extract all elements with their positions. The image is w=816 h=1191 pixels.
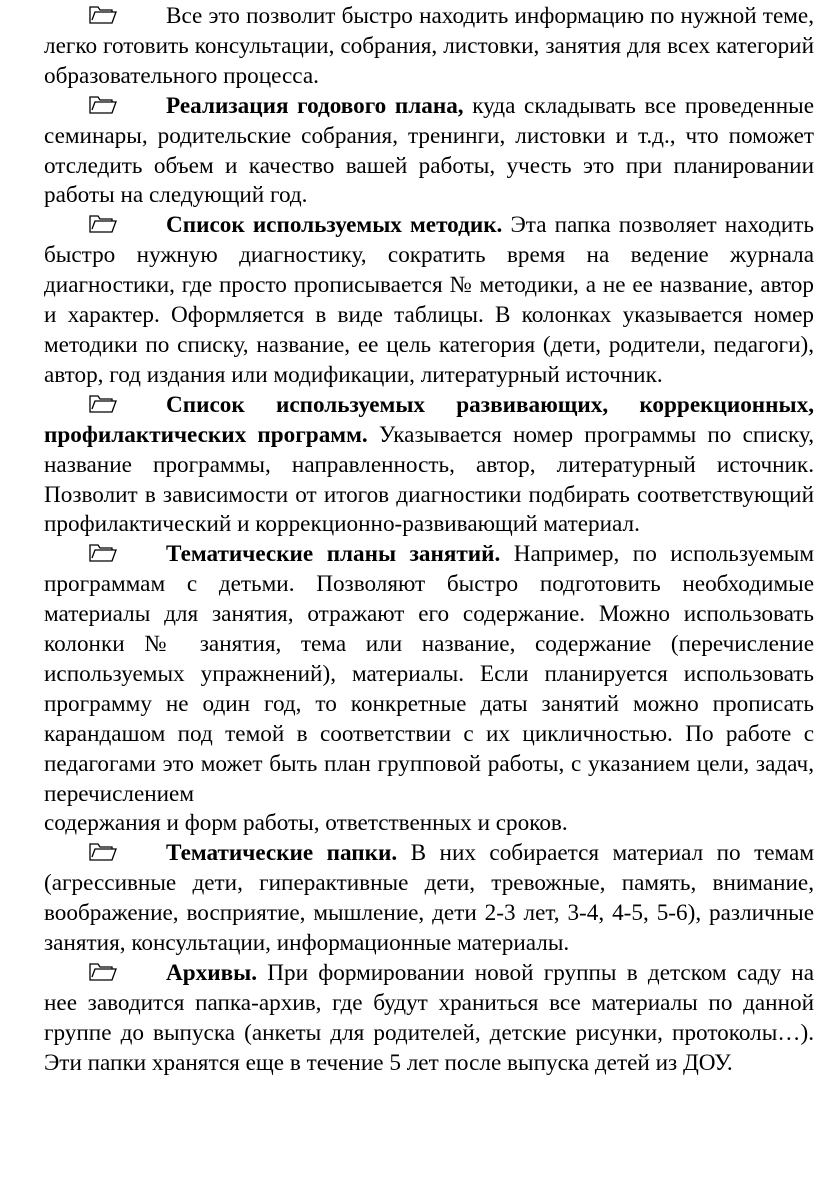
item-text: В них собирается материал по темам (агрессивные дети, гиперактивные дети, тревожные, память, внимание, воображение, восприятие, мышление, дети 2-3 лет, 3-4, 4-5, 5-6), различные занятия, консультации, информационные материалы. (44, 840, 814, 957)
folder-outline-icon (88, 95, 118, 115)
folder-outline-icon (88, 394, 118, 414)
list-item (44, 2, 814, 92)
item-title: Тематические папки. (166, 840, 398, 867)
folder-list (44, 2, 814, 1079)
folder-outline-icon (88, 543, 118, 563)
item-text: Например, по используемым программам с детьми. Позволяют быстро подготовить необходимые материалы для занятия, отражают его содержание. Можно использовать колонки № занятия, тема или название, содержание (перечисление используемых упражнений), материалы. Если планируется использовать программу не один год, то конкретные даты занятий можно прописать карандашом под темой в соответствии с их цикличностью. По работе с педагогами это может быть план групповой работы, с указанием цели, задач, перечислением (44, 541, 814, 807)
list-item (44, 540, 814, 839)
folder-outline-icon (88, 5, 118, 25)
item-text-continued: содержания и форм работы, ответственных и сроков. (44, 810, 568, 837)
item-text: куда складывать все проведенные семинары, родительские собрания, тренинги, листовки и т.д., что поможет отследить объем и качество вашей работы, учесть это при планировании работы на следующий год. (44, 92, 814, 209)
list-item (44, 959, 814, 1079)
folder-outline-icon (88, 214, 118, 234)
item-title: Тематические планы занятий. (166, 541, 501, 568)
item-title: Список используемых развивающих, коррекционных, профилактических программ. (44, 391, 814, 448)
folder-outline-icon (88, 962, 118, 982)
item-title: Архивы. (166, 960, 258, 986)
list-item (44, 92, 814, 212)
list-item (44, 839, 814, 959)
item-title: Реализация годового плана, (166, 92, 464, 119)
item-title: Список используемых методик. (166, 212, 503, 239)
list-item (44, 391, 814, 541)
item-text: Указывается номер программы по списку, название программы, направленность, автор, литературный источник. Позволит в зависимости от итогов диагностики подбирать соответствующий профилактический и коррекционно-развивающий материал. (44, 421, 814, 538)
item-text: При формировании новой группы в детском саду на нее заводится папка-архив, где будут храниться все материалы по данной группе до выпуска (анкеты для родителей, детские рисунки, протоколы…). Эти папки хранятся еще в течение 5 лет после выпуска детей из ДОУ. (44, 960, 814, 1076)
item-text: Все это позволит быстро находить информацию по нужной теме, легко готовить консультации, собрания, листовки, занятия для всех категорий образовательного процесса. (44, 3, 814, 89)
folder-outline-icon (88, 842, 118, 862)
item-text: Эта папка позволяет находить быстро нужную диагностику, сократить время на ведение журнала диагностики, где просто прописывается № методики, а не ее название, автор и характер. Оформляется в виде таблицы. В колонках указывается номер методики по списку, название, ее цель категория (дети, родители, педагоги), автор, год издания или модификации, литературный источник. (44, 212, 814, 388)
list-item (44, 211, 814, 390)
